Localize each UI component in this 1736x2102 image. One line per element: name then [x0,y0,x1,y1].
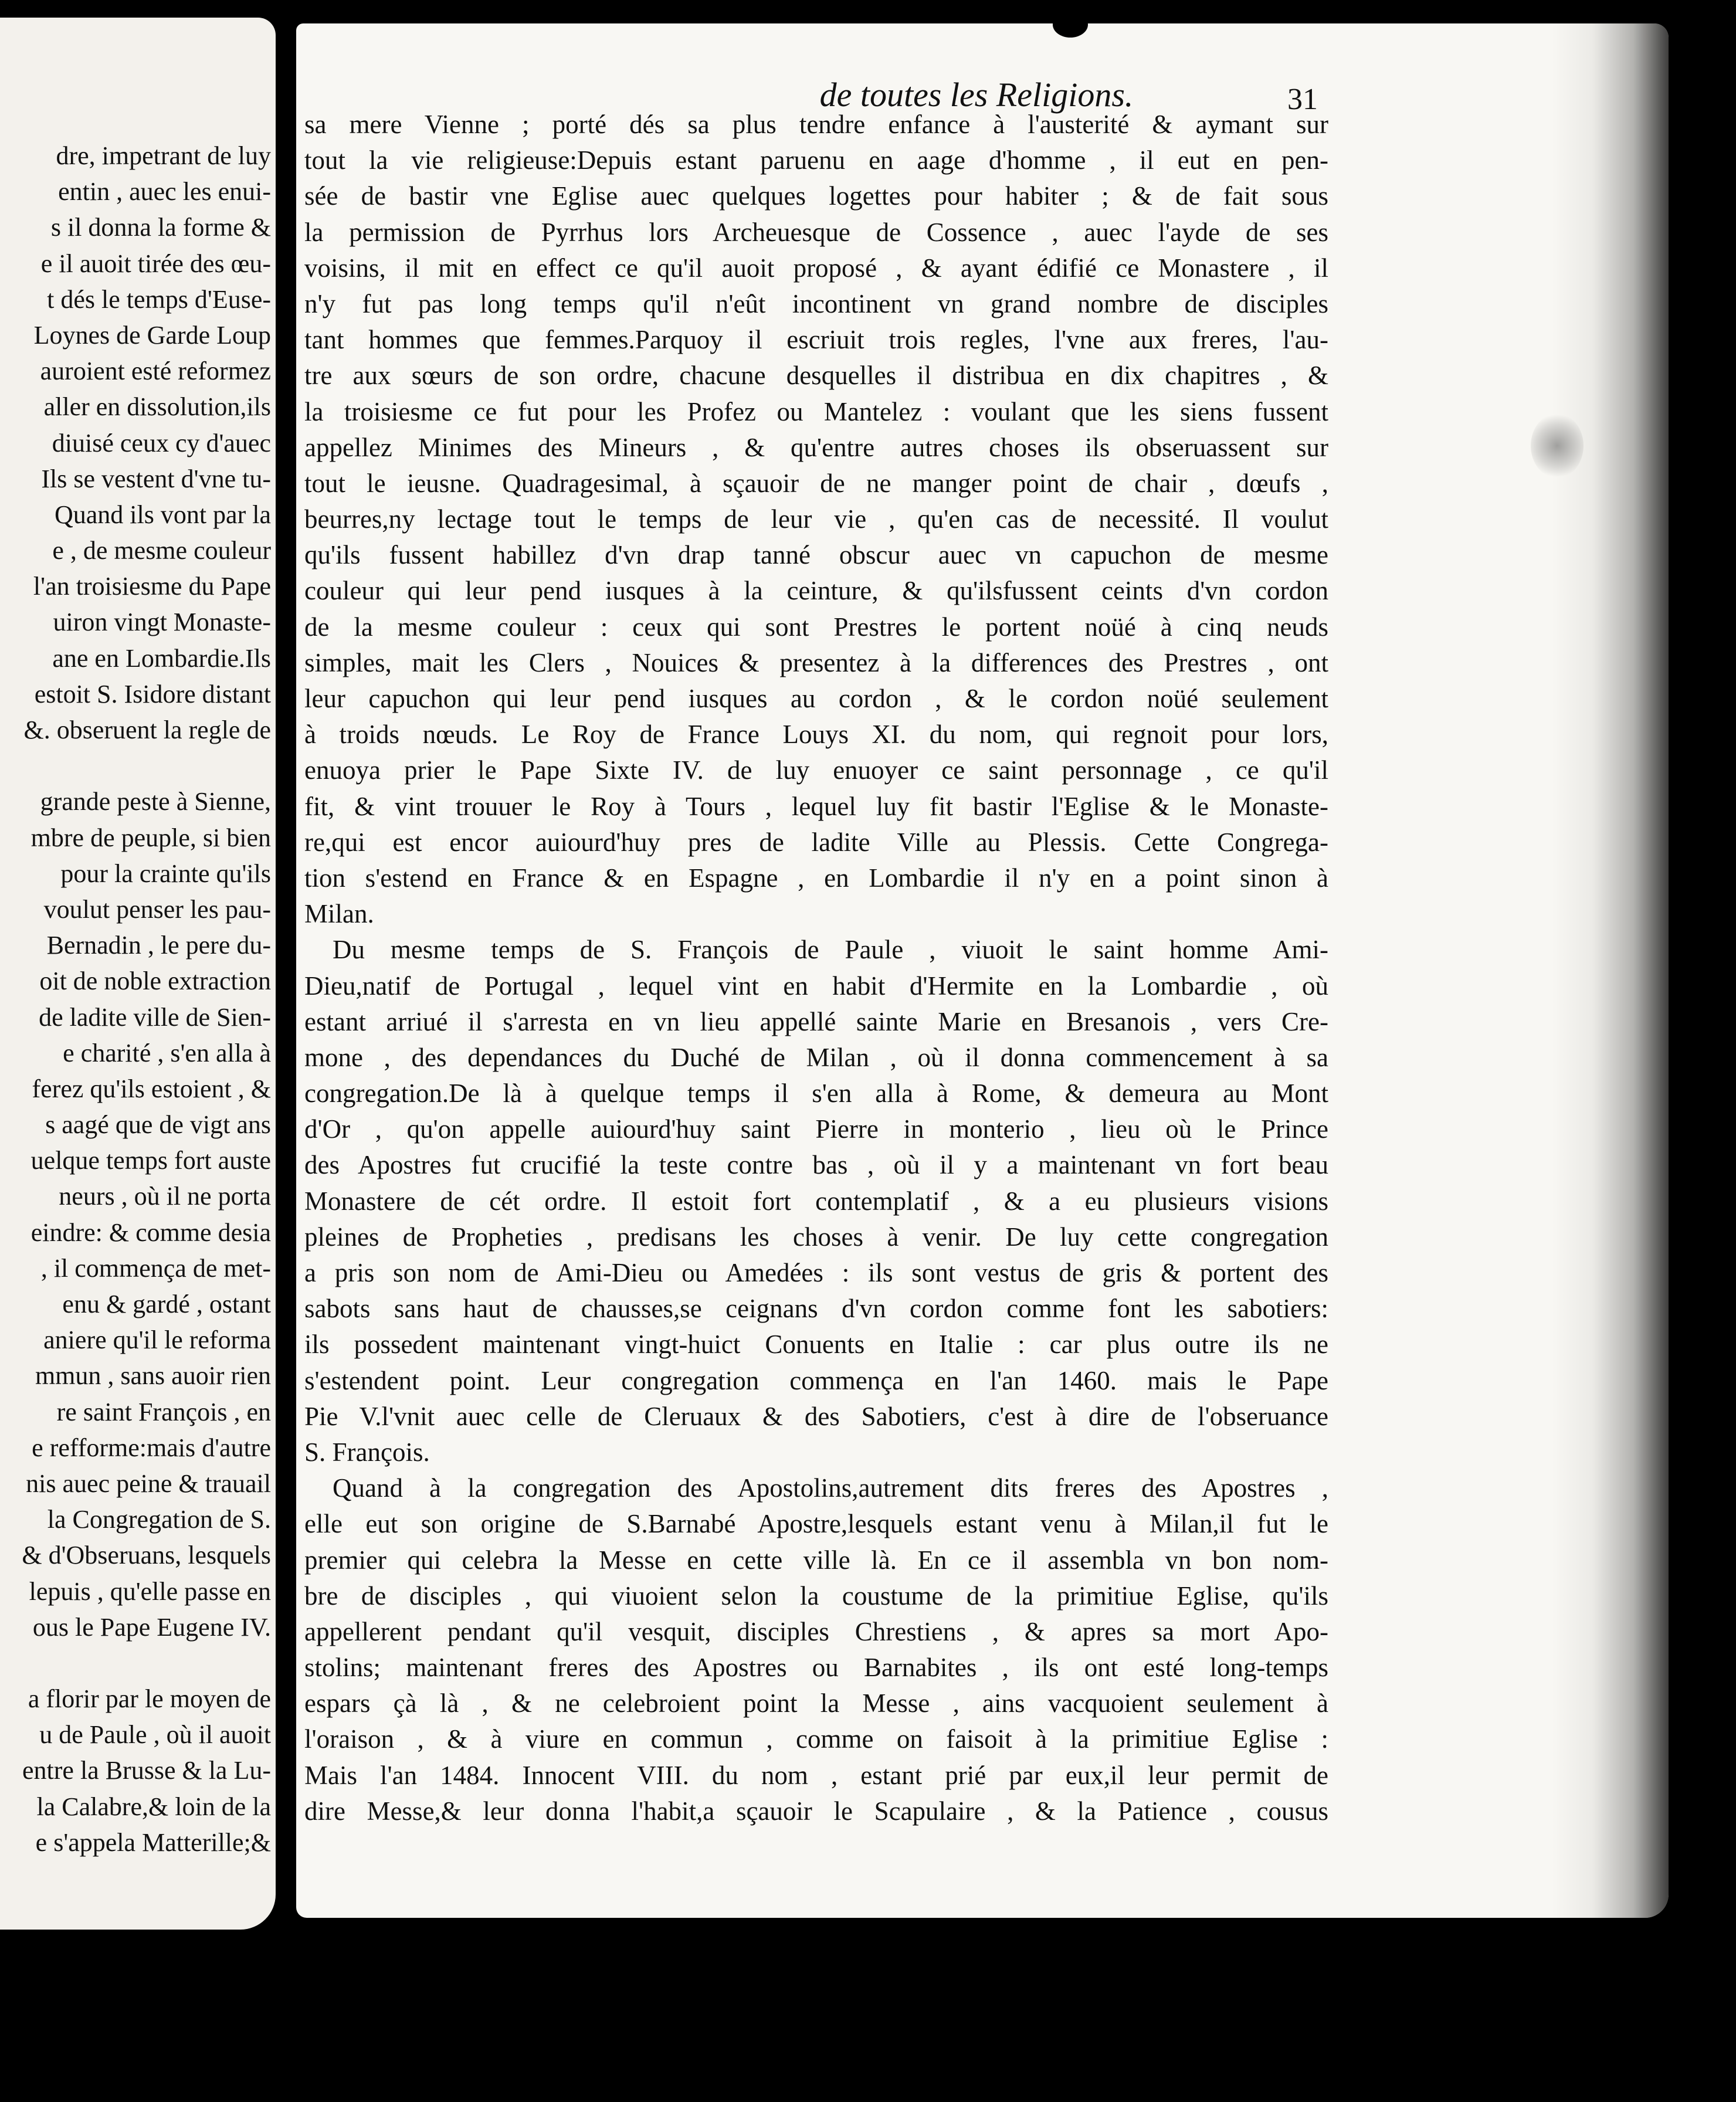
text-line: appellerent pendant qu'il vesquit, disciples Chrestiens , & apres sa mort Apo- [304,1616,1328,1646]
left-text-line: dre, impetrant de luy [56,141,271,170]
text-line: tion s'estend en France & en Espagne , en Lombardie il n'y en a point sinon à [304,863,1328,893]
text-line: la troisiesme ce fut pour les Profez ou Mantelez : voulant que les siens fussent [304,396,1328,426]
right-page [296,23,1669,1918]
left-text-line: Quand ils vont par la [54,500,271,529]
text-line: Pie V.l'vnit auec celle de Cleruaux & des Sabotiers, c'est à dire de l'obseruance [304,1401,1328,1431]
left-text-line: uiron vingt Monaste- [53,608,271,637]
text-line: d'Or , qu'on appelle auiourd'huy saint Pierre in monterio , lieu où le Prince [304,1114,1328,1144]
running-head: de toutes les Religions. [819,76,1134,114]
text-line: a pris son nom de Ami-Dieu ou Amedées : ils sont vestus de gris & portent des [304,1258,1328,1287]
left-text-line: e il auoit tirée des œu- [40,249,271,278]
text-line: n'y fut pas long temps qu'il n'eût incontinent vn grand nombre de disciples [304,289,1328,318]
text-line: re,qui est encor auiourd'huy pres de ladite Ville au Plessis. Cette Congrega- [304,827,1328,857]
left-text-line: lepuis , qu'elle passe en [29,1576,271,1606]
left-text-line: mbre de peuple, si bien [30,823,271,852]
left-text-line [22,748,271,784]
text-line: pleines de Propheties , predisans les choses à venir. De luy cette congregation [304,1222,1328,1252]
left-text-line: diuisé ceux cy d'auec [52,428,271,457]
binding-gutter [276,0,299,2102]
text-line: simples, mait les Clers , Nouices & presentez à la differences des Prestres , ont [304,647,1328,677]
left-text-line: uelque temps fort auste [30,1146,271,1175]
page-body-text [296,107,1328,1829]
left-text-line: re saint François , en [56,1397,271,1426]
left-text-line: e s'appela Matterille;& [35,1828,271,1857]
text-line: espars çà là , & ne celebroient point la Messe , ains vacquoient seulement à [304,1689,1328,1718]
text-line: de la mesme couleur : ceux qui sont Prestres le portent noüé à cinq neuds [304,612,1328,642]
text-line: sabots sans haut de chausses,se ceignans d'vn cordon comme font les sabotiers: [304,1294,1328,1324]
text-line: tre aux sœurs de son ordre, chacune desquelles il distribua en dix chapitres , & [304,361,1328,391]
left-facing-page [0,18,276,1930]
left-text-line: grande peste à Sienne, [40,787,271,816]
text-line: s'estendent point. Leur congregation commença en l'an 1460. mais le Pape [304,1365,1328,1395]
text-line: Quand à la congregation des Apostolins,autrement dits freres des Apostres , [333,1473,1328,1503]
left-page-text [22,138,271,1860]
text-line: premier qui celebra la Messe en cette ville là. En ce il assembla vn bon nom- [304,1545,1328,1575]
left-text-line: auroient esté reformez [40,357,271,386]
text-line: voisins, il mit en effect ce qu'il auoit proposé , & ayant édifié ce Monastere , il [304,253,1328,283]
left-text-line: t dés le temps d'Euse- [47,284,271,314]
text-line: des Apostres fut crucifié la teste contre bas , où il y a maintenant vn fort beau [304,1150,1328,1180]
text-line: ils possedent maintenant vingt-huict Conuents en Italie : car plus outre ils ne [304,1330,1328,1359]
text-line: sa mere Vienne ; porté dés sa plus tendre enfance à l'austerité & aymant sur [304,110,1328,139]
text-line: dire Messe,& leur donna l'habit,a sçauoir le Scapulaire , & la Patience , cousus [304,1796,1328,1826]
text-line: qu'ils fussent habillez d'vn drap tanné obscur auec vn capuchon de mesme [304,540,1328,570]
left-text-line: s il donna la forme & [50,213,271,242]
left-text-line: ane en Lombardie.Ils [52,643,271,673]
text-line: fit, & vint trouuer le Roy à Tours , lequel luy fit bastir l'Eglise & le Monaste- [304,791,1328,821]
left-text-line: entre la Brusse & la Lu- [22,1756,271,1785]
left-text-line: ferez qu'ils estoient , & [32,1074,271,1103]
text-line: congregation.De là à quelque temps il s'en alla à Rome, & demeura au Mont [304,1079,1328,1108]
left-text-line: e charité , s'en alla à [63,1038,271,1067]
left-text-line: oit de noble extraction [39,967,271,996]
text-line: Milan. [304,899,374,929]
binding-hole [1053,23,1088,38]
text-line: couleur qui leur pend iusques à la ceinture, & qu'ilsfussent ceints d'vn cordon [304,576,1328,606]
page-number: 31 [1287,83,1318,116]
left-text-line: Ils se vestent d'vne tu- [41,464,271,493]
text-line: tout le ieusne. Quadragesimal, à sçauoir de ne manger point de chair , dœufs , [304,468,1328,498]
text-line: l'oraison , & à viure en commun , comme on faisoit à la primitiue Eglise : [304,1724,1328,1754]
text-line: Dieu,natif de Portugal , lequel vint en habit d'Hermite en la Lombardie , où [304,971,1328,1001]
text-line: S. François. [304,1437,430,1467]
left-text-line: e refforme:mais d'autre [32,1433,271,1462]
left-text-line [22,1645,271,1681]
text-line: estant arriué il s'arresta en vn lieu appellé sainte Marie en Bresanois , vers Cre- [304,1006,1328,1036]
text-line: appellez Minimes des Mineurs , & qu'entre autres choses ils obseruassent sur [304,432,1328,462]
text-line: Monastere de cét ordre. Il estoit fort contemplatif , & a eu plusieurs visions [304,1186,1328,1216]
text-line: Mais l'an 1484. Innocent VIII. du nom , estant prié par eux,il leur permit de [304,1760,1328,1790]
left-text-line: &. obseruent la regle de [23,716,271,744]
left-text-line: entin , auec les enui- [58,177,271,206]
text-line: beurres,ny lectage tout le temps de leur vie , qu'en cas de necessité. Il voulut [304,504,1328,534]
left-text-line: aniere qu'il le reforma [43,1325,271,1355]
left-text-line: neurs , où il ne porta [59,1182,271,1211]
left-text-line: l'an troisiesme du Pape [33,572,271,601]
left-text-line: & d'Obseruans, lesquels [22,1541,271,1570]
left-text-line: , il commença de met- [40,1253,271,1283]
text-line: à troids nœuds. Le Roy de France Louys XI. du nom, qui regnoit pour lors, [304,720,1328,750]
page-edge-shadow [1551,23,1669,1918]
text-line: la permission de Pyrrhus lors Archeuesque de Cossence , auec l'ayde de ses [304,217,1328,247]
left-text-line: mmun , sans auoir rien [35,1361,271,1391]
left-text-line: de ladite ville de Sien- [39,1002,271,1032]
text-line: stolins; maintenant freres des Apostres ou Barnabites , ils ont esté long-temps [304,1653,1328,1683]
text-line: elle eut son origine de S.Barnabé Apostre,lesquels estant venu à Milan,il fut le [304,1509,1328,1539]
left-text-line: enu & gardé , ostant [62,1290,271,1318]
left-text-line: u de Paule , où il auoit [39,1720,271,1750]
left-text-line: la Calabre,& loin de la [36,1792,271,1821]
left-text-line: a florir par le moyen de [28,1684,271,1714]
left-text-line: Loynes de Garde Loup [33,320,271,350]
text-line: Du mesme temps de S. François de Paule , viuoit le saint homme Ami- [333,935,1328,965]
text-line: tout la vie religieuse:Depuis estant paruenu en aage d'homme , il eut en pen- [304,145,1328,175]
left-text-line: ous le Pape Eugene IV. [32,1612,271,1642]
left-text-line: aller en dissolution,ils [43,392,271,422]
text-line: leur capuchon qui leur pend iusques au cordon , & le cordon noüé seulement [304,684,1328,713]
left-text-line: nis auec peine & trauail [26,1469,271,1498]
left-text-line: estoit S. Isidore distant [34,679,271,708]
left-text-line: eindre: & comme desia [30,1218,271,1247]
left-text-line: voulut penser les pau- [43,894,271,924]
left-text-line: pour la crainte qu'ils [60,859,271,888]
left-text-line: la Congregation de S. [47,1505,271,1534]
text-line: tant hommes que femmes.Parquoy il escriuit trois regles, l'vne aux freres, l'au- [304,325,1328,355]
left-text-line: s aagé que de vigt ans [45,1110,271,1140]
text-line: bre de disciples , qui viuoient selon la coustume de la primitiue Eglise, qu'ils [304,1581,1328,1611]
text-line: sée de bastir vne Eglise auec quelques logettes pour habiter ; & de fait sous [304,181,1328,211]
text-line: enuoya prier le Pape Sixte IV. de luy enuoyer ce saint personnage , ce qu'il [304,755,1328,785]
left-text-line: Bernadin , le pere du- [46,931,271,960]
left-text-line: e , de mesme couleur [52,536,271,565]
text-line: mone , des dependances du Duché de Milan , où il donna commencement à sa [304,1042,1328,1072]
